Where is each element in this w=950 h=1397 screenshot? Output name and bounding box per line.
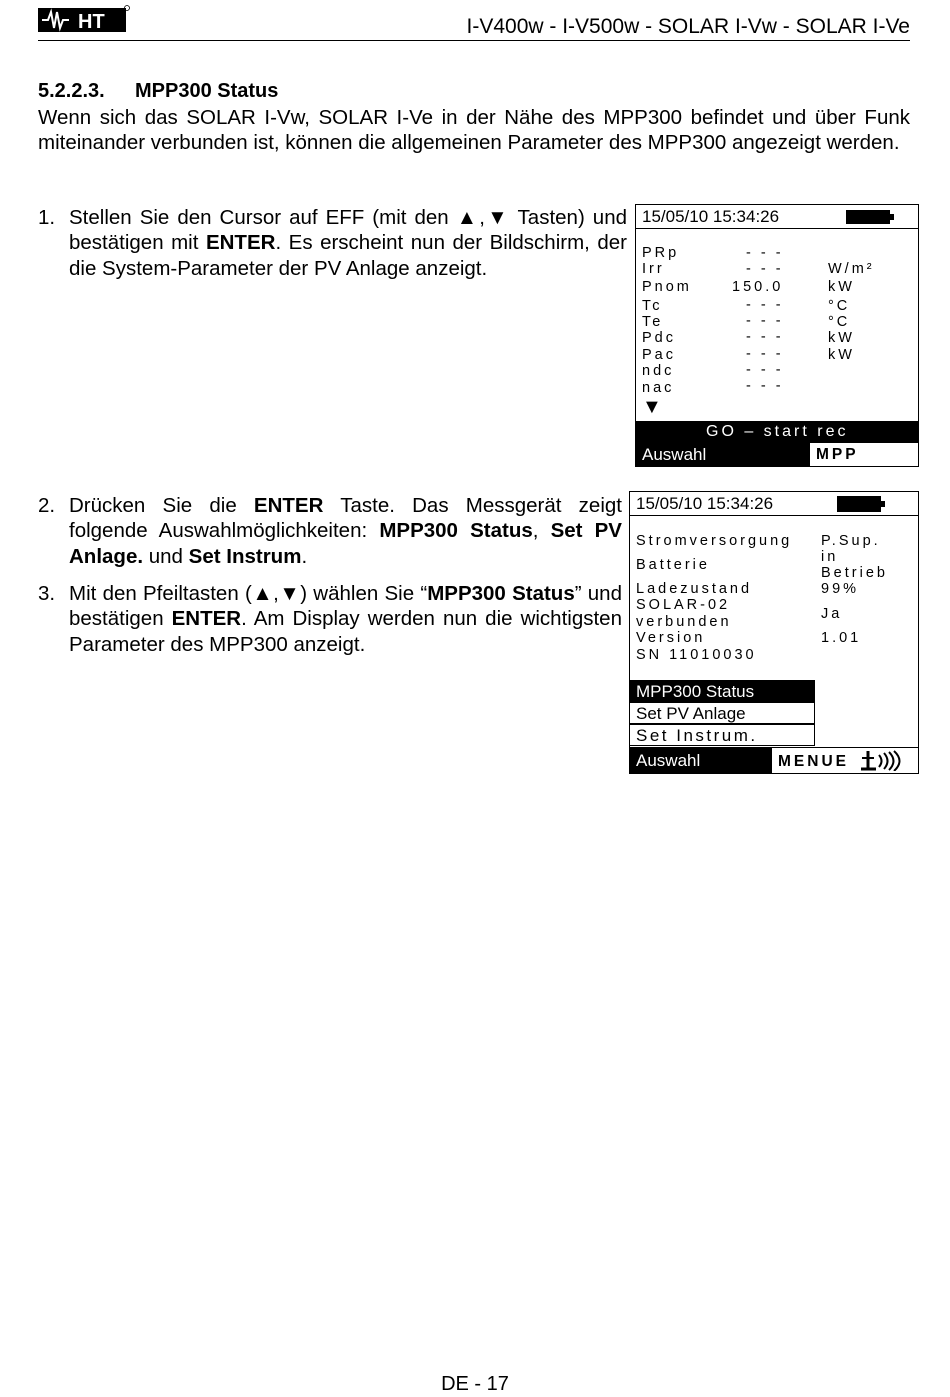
arrow-keys-icon: ▲,▼: [251, 582, 301, 605]
step-text: Mit den Pfeiltasten (▲,▼) wählen Sie “MPP300 Status” und bestätigen ENTER. Am Display werden nun die wichtigsten Parameter des MPP300 anzeigt.: [69, 582, 622, 656]
param-value: - - -: [746, 245, 784, 261]
document-title: I-V400w - I-V500w - SOLAR I-Vw - SOLAR I-Ve: [466, 15, 910, 38]
footer-select-label: Auswahl: [630, 748, 772, 773]
param-value: - - -: [746, 378, 784, 394]
step-text: Drücken Sie die ENTER Taste. Das Messgerät zeigt folgende Auswahlmöglichkeiten: MPP300 Status, Set PV Anlage. und Set Instrum.: [69, 494, 622, 568]
section-heading: [38, 80, 278, 103]
screen-footer: [636, 442, 918, 466]
system-parameters-screen: [635, 204, 919, 467]
version-label: Version: [636, 630, 706, 646]
menu-item-set-pv-anlage[interactable]: Set PV Anlage: [630, 702, 815, 724]
battery-value: Betrieb: [821, 565, 888, 581]
serial-number: SN 11010030: [636, 647, 757, 663]
page-number: DE - 17: [441, 1373, 509, 1395]
step-number: 1.: [38, 206, 56, 229]
param-value: - - -: [746, 261, 784, 277]
param-label: Irr: [642, 261, 665, 277]
param-unit: W/m²: [828, 261, 875, 277]
mpp300-status-screen: [629, 491, 919, 774]
param-value: - - -: [746, 297, 784, 313]
scroll-down-icon: ▼: [642, 396, 662, 418]
screen-footer: [630, 747, 918, 773]
connected-value: Ja: [821, 606, 843, 622]
datetime: 15/05/10 15:34:26: [636, 494, 774, 513]
param-value: - - -: [746, 329, 784, 345]
step-number: 3.: [38, 582, 56, 605]
version-value: 1.01: [821, 630, 862, 646]
charge-state-label: Ladezustand: [636, 581, 753, 597]
intro-paragraph: Wenn sich das SOLAR I-Vw, SOLAR I-Ve in der Nähe des MPP300 befindet und über Funk miteinander verbunden ist, können die allgemeinen Parameter des MPP300 angezeigt werden.: [38, 106, 910, 154]
menu-item-mpp300-status[interactable]: MPP300 Status: [630, 680, 815, 702]
section-number: 5.2.2.3.: [38, 80, 105, 102]
param-label: Pdc: [642, 330, 676, 346]
power-supply-label: Stromversorgung: [636, 533, 793, 549]
device-label: SOLAR-02: [636, 597, 731, 613]
param-value: 150.0: [732, 279, 784, 295]
battery-value: in: [821, 549, 839, 565]
go-start-rec-bar: GO – start rec: [636, 421, 918, 442]
connected-label: verbunden: [636, 614, 732, 630]
footer-menue-label: MENUE: [778, 753, 849, 770]
charge-state-value: 99%: [821, 581, 860, 597]
step-number: 2.: [38, 494, 56, 517]
datetime: 15/05/10 15:34:26: [642, 207, 780, 226]
param-label: PRp: [642, 245, 680, 261]
battery-label: Batterie: [636, 557, 710, 573]
param-label: Tc: [642, 298, 663, 314]
wireless-signal-icon: [858, 749, 908, 771]
section-title: MPP300 Status: [135, 80, 279, 102]
param-unit: kW: [828, 330, 855, 346]
header-rule: [38, 40, 910, 41]
param-label: nac: [642, 380, 675, 396]
param-label: Pnom: [642, 279, 692, 295]
param-value: - - -: [746, 346, 784, 362]
step-text: Stellen Sie den Cursor auf EFF (mit den ▲,▼ Tasten) und bestätigen mit ENTER. Es erscheint nun der Bildschirm, der die System-Parameter der PV Anlage anzeigt.: [69, 206, 628, 280]
param-value: - - -: [746, 362, 784, 378]
menu-item-set-instrum[interactable]: Set Instrum.: [630, 724, 815, 746]
footer-mpp-label: MPP: [816, 446, 859, 463]
battery-icon: [837, 496, 881, 512]
power-supply-value: P.Sup.: [821, 533, 881, 549]
battery-icon: [846, 210, 890, 224]
param-label: Pac: [642, 347, 676, 363]
param-unit: kW: [828, 279, 855, 295]
param-label: ndc: [642, 363, 675, 379]
ht-logo: [38, 4, 130, 36]
param-label: Te: [642, 314, 664, 330]
param-unit: kW: [828, 347, 855, 363]
param-unit: °C: [828, 298, 851, 314]
param-value: - - -: [746, 313, 784, 329]
arrow-keys-icon: ▲,▼: [456, 206, 510, 229]
footer-select-label: Auswahl: [636, 443, 810, 466]
param-unit: °C: [828, 314, 851, 330]
svg-text:HT: HT: [78, 11, 105, 33]
